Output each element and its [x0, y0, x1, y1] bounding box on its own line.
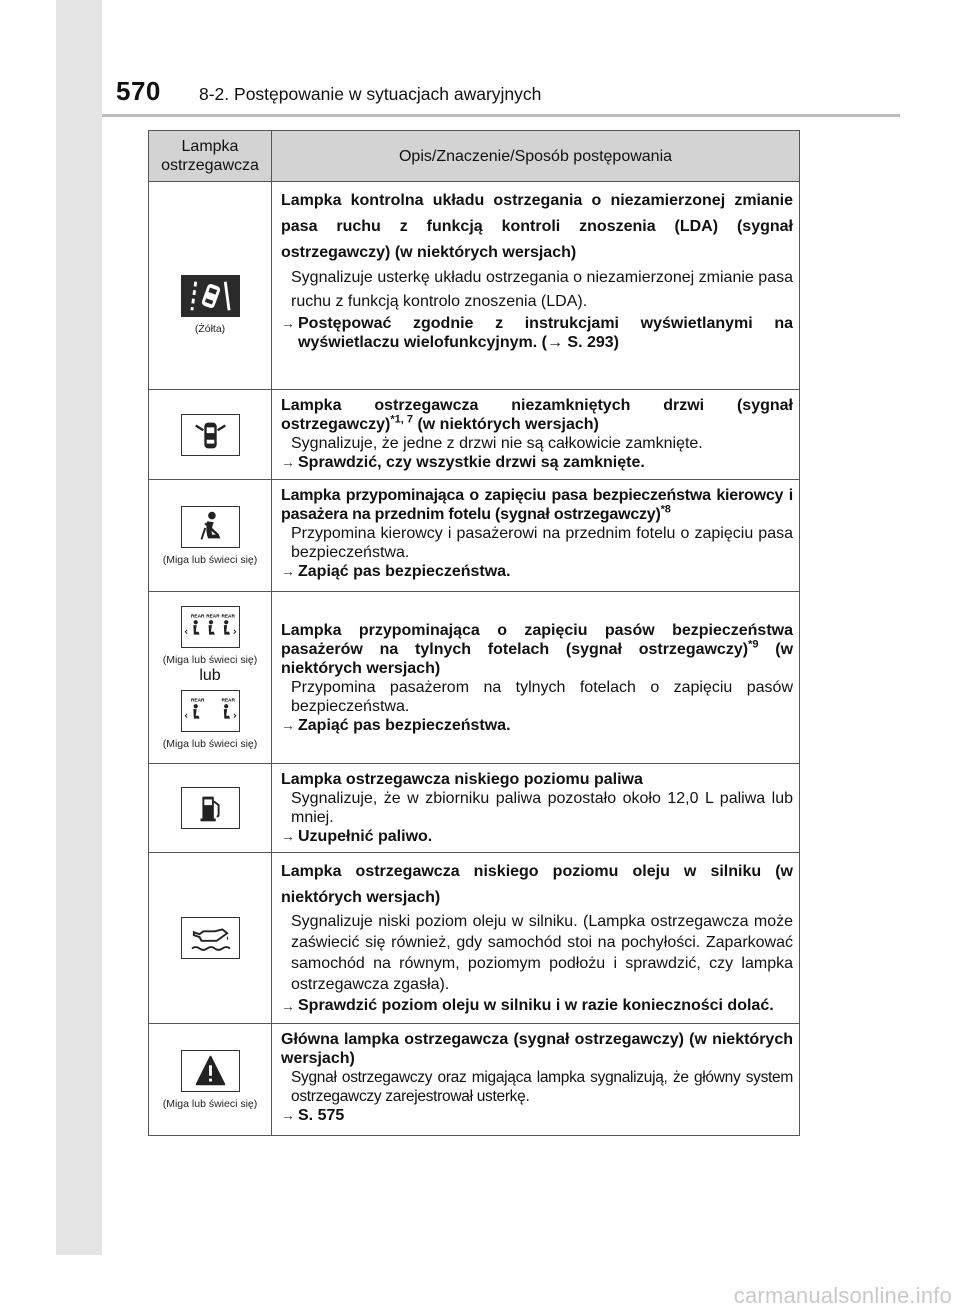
icon-cell: [149, 390, 272, 480]
row-title: Lampka kontrolna układu ostrzegania o niezamierzonej zmianie pasa ruchu z funkcją kontroli znoszenia (LDA) (sygnał ostrzegawczy) (w niektórych wersjach): [281, 192, 793, 261]
arrow-icon: →: [281, 315, 295, 331]
rear-seatbelt-icon-alt: [181, 690, 240, 732]
row-action: → Sprawdzić poziom oleju w silniku i w razie konieczności dolać.: [281, 995, 793, 1017]
row-body: Przypomina kierowcy i pasażerowi na przednim fotelu o zapięciu pasa bezpieczeństwa.: [291, 525, 793, 561]
header-rule: [102, 114, 900, 117]
table-row: [149, 1024, 800, 1136]
description-cell: [272, 764, 800, 853]
row-title: Lampka ostrzegawcza niskiego poziomu oleju w silniku (w niektórych wersjach): [281, 863, 793, 906]
description-cell: [272, 390, 800, 480]
description-cell: [272, 1024, 800, 1136]
rear-seatbelt-icon: [181, 606, 240, 648]
row-action: → Uzupełnić paliwo.: [281, 828, 433, 845]
icon-cell: [149, 1024, 272, 1136]
table-header-row: [149, 131, 800, 182]
svg-text:REAR: REAR: [220, 613, 235, 619]
description-cell: [272, 853, 800, 1024]
or-label: lub: [199, 666, 221, 684]
table-row: [149, 182, 800, 390]
table-row: [149, 592, 800, 764]
row-body: Sygnalizuje, że jedne z drzwi nie są całkowicie zamknięte.: [291, 435, 703, 452]
row-title: Lampka ostrzegawcza niezamkniętych drzwi (sygnał ostrzegawczy)$^{*1, 7}$ (w niektórych wersjach): [281, 397, 793, 433]
seatbelt-icon: [181, 506, 240, 548]
warning-lights-table: [148, 130, 800, 1136]
description-cell: [272, 592, 800, 764]
icon-cell: [149, 592, 272, 764]
fuel-pump-icon: [181, 787, 240, 829]
arrow-icon: →: [281, 563, 295, 579]
icon-cell: [149, 853, 272, 1024]
table-row: [149, 480, 800, 592]
row-title: Główna lampka ostrzegawcza (sygnał ostrzegawczy) (w niektórych wersjach): [281, 1031, 793, 1067]
open-door-icon: [181, 414, 240, 456]
icon-caption: (Miga lub świeci się): [162, 553, 258, 566]
description-cell: [272, 182, 800, 390]
arrow-icon: →: [281, 1107, 295, 1123]
row-body: Sygnał ostrzegawczy oraz migająca lampka sygnalizują, że główny system ostrzegawczy zarejestrował usterkę.: [291, 1069, 793, 1105]
side-strip: [56, 0, 102, 1255]
row-action: → Sprawdzić, czy wszystkie drzwi są zamknięte.: [281, 454, 645, 471]
icon-caption: (Miga lub świeci się): [162, 1097, 258, 1110]
arrow-icon: →: [281, 716, 295, 733]
oil-can-icon: [181, 917, 240, 959]
svg-text:REAR: REAR: [190, 697, 204, 703]
page-header: [102, 72, 902, 112]
icon-cell: [149, 182, 272, 390]
row-action: → Zapiąć pas bezpieczeństwa.: [281, 716, 511, 734]
row-action: → S. 575: [281, 1107, 345, 1124]
row-body: Przypomina pasażerom na tylnych fotelach o zapięciu pasów bezpieczeństwa.: [291, 678, 793, 715]
master-warning-icon: [181, 1050, 240, 1092]
arrow-icon: →: [281, 998, 295, 1014]
row-title: Lampka przypominająca o zapięciu pasów bezpieczeństwa pasażerów na tylnych fotelach (sygnał ostrzegawczy)$^{*9}$ (w niektórych wersjach): [281, 621, 794, 677]
watermark: carmanualsonline.info: [733, 1283, 952, 1308]
icon-caption: (Miga lub świeci się): [162, 653, 258, 666]
lane-departure-icon: [181, 275, 240, 317]
table-row: [149, 853, 800, 1024]
description-cell: [272, 480, 800, 592]
icon-caption: (Żółta): [194, 322, 226, 335]
header-col-warning-light: Lampka ostrzegawcza: [149, 131, 272, 182]
row-title: Lampka przypominająca o zapięciu pasa bezpieczeństwa kierowcy i pasażera na przednim fotelu (sygnał ostrzegawczy)$^{*8}$: [281, 487, 793, 523]
header-col-description: Opis/Znaczenie/Sposób postępowania: [272, 131, 800, 182]
svg-text:REAR: REAR: [220, 697, 235, 703]
table-row: [149, 390, 800, 480]
row-action: → Zapiąć pas bezpieczeństwa.: [281, 563, 511, 580]
row-body: Sygnalizuje usterkę układu ostrzegania o niezamierzonej zmianie pasa ruchu z funkcją kontrolo znoszenia (LDA).: [291, 269, 793, 310]
svg-text:REAR: REAR: [205, 613, 220, 619]
icon-cell: [149, 480, 272, 592]
chapter-title: 8-2. Postępowanie w sytuacjach awaryjnych: [199, 84, 542, 104]
svg-text:REAR: REAR: [190, 613, 204, 619]
arrow-icon: →: [281, 454, 295, 470]
page-number: 570: [116, 76, 161, 106]
table-row: [149, 764, 800, 853]
arrow-icon: →: [281, 828, 295, 844]
icon-caption: (Miga lub świeci się): [162, 737, 258, 750]
row-body: Sygnalizuje niski poziom oleju w silniku. (Lampka ostrzegawcza może zaświecić się również, gdy samochód stoi na pochyłości. Zaparkować samochód na równym, poziomym podłożu i sprawdzić, czy lampka ostrzegawcza zgasła).: [291, 913, 793, 993]
row-body: Sygnalizuje, że w zbiorniku paliwa pozostało około 12,0 L paliwa lub mniej.: [291, 790, 793, 826]
icon-cell: [149, 764, 272, 853]
row-action: → Postępować zgodnie z instrukcjami wyświetlanymi na wyświetlaczu wielofunkcyjnym. (→ S. 293): [281, 315, 793, 351]
row-title: Lampka ostrzegawcza niskiego poziomu paliwa: [281, 771, 643, 788]
